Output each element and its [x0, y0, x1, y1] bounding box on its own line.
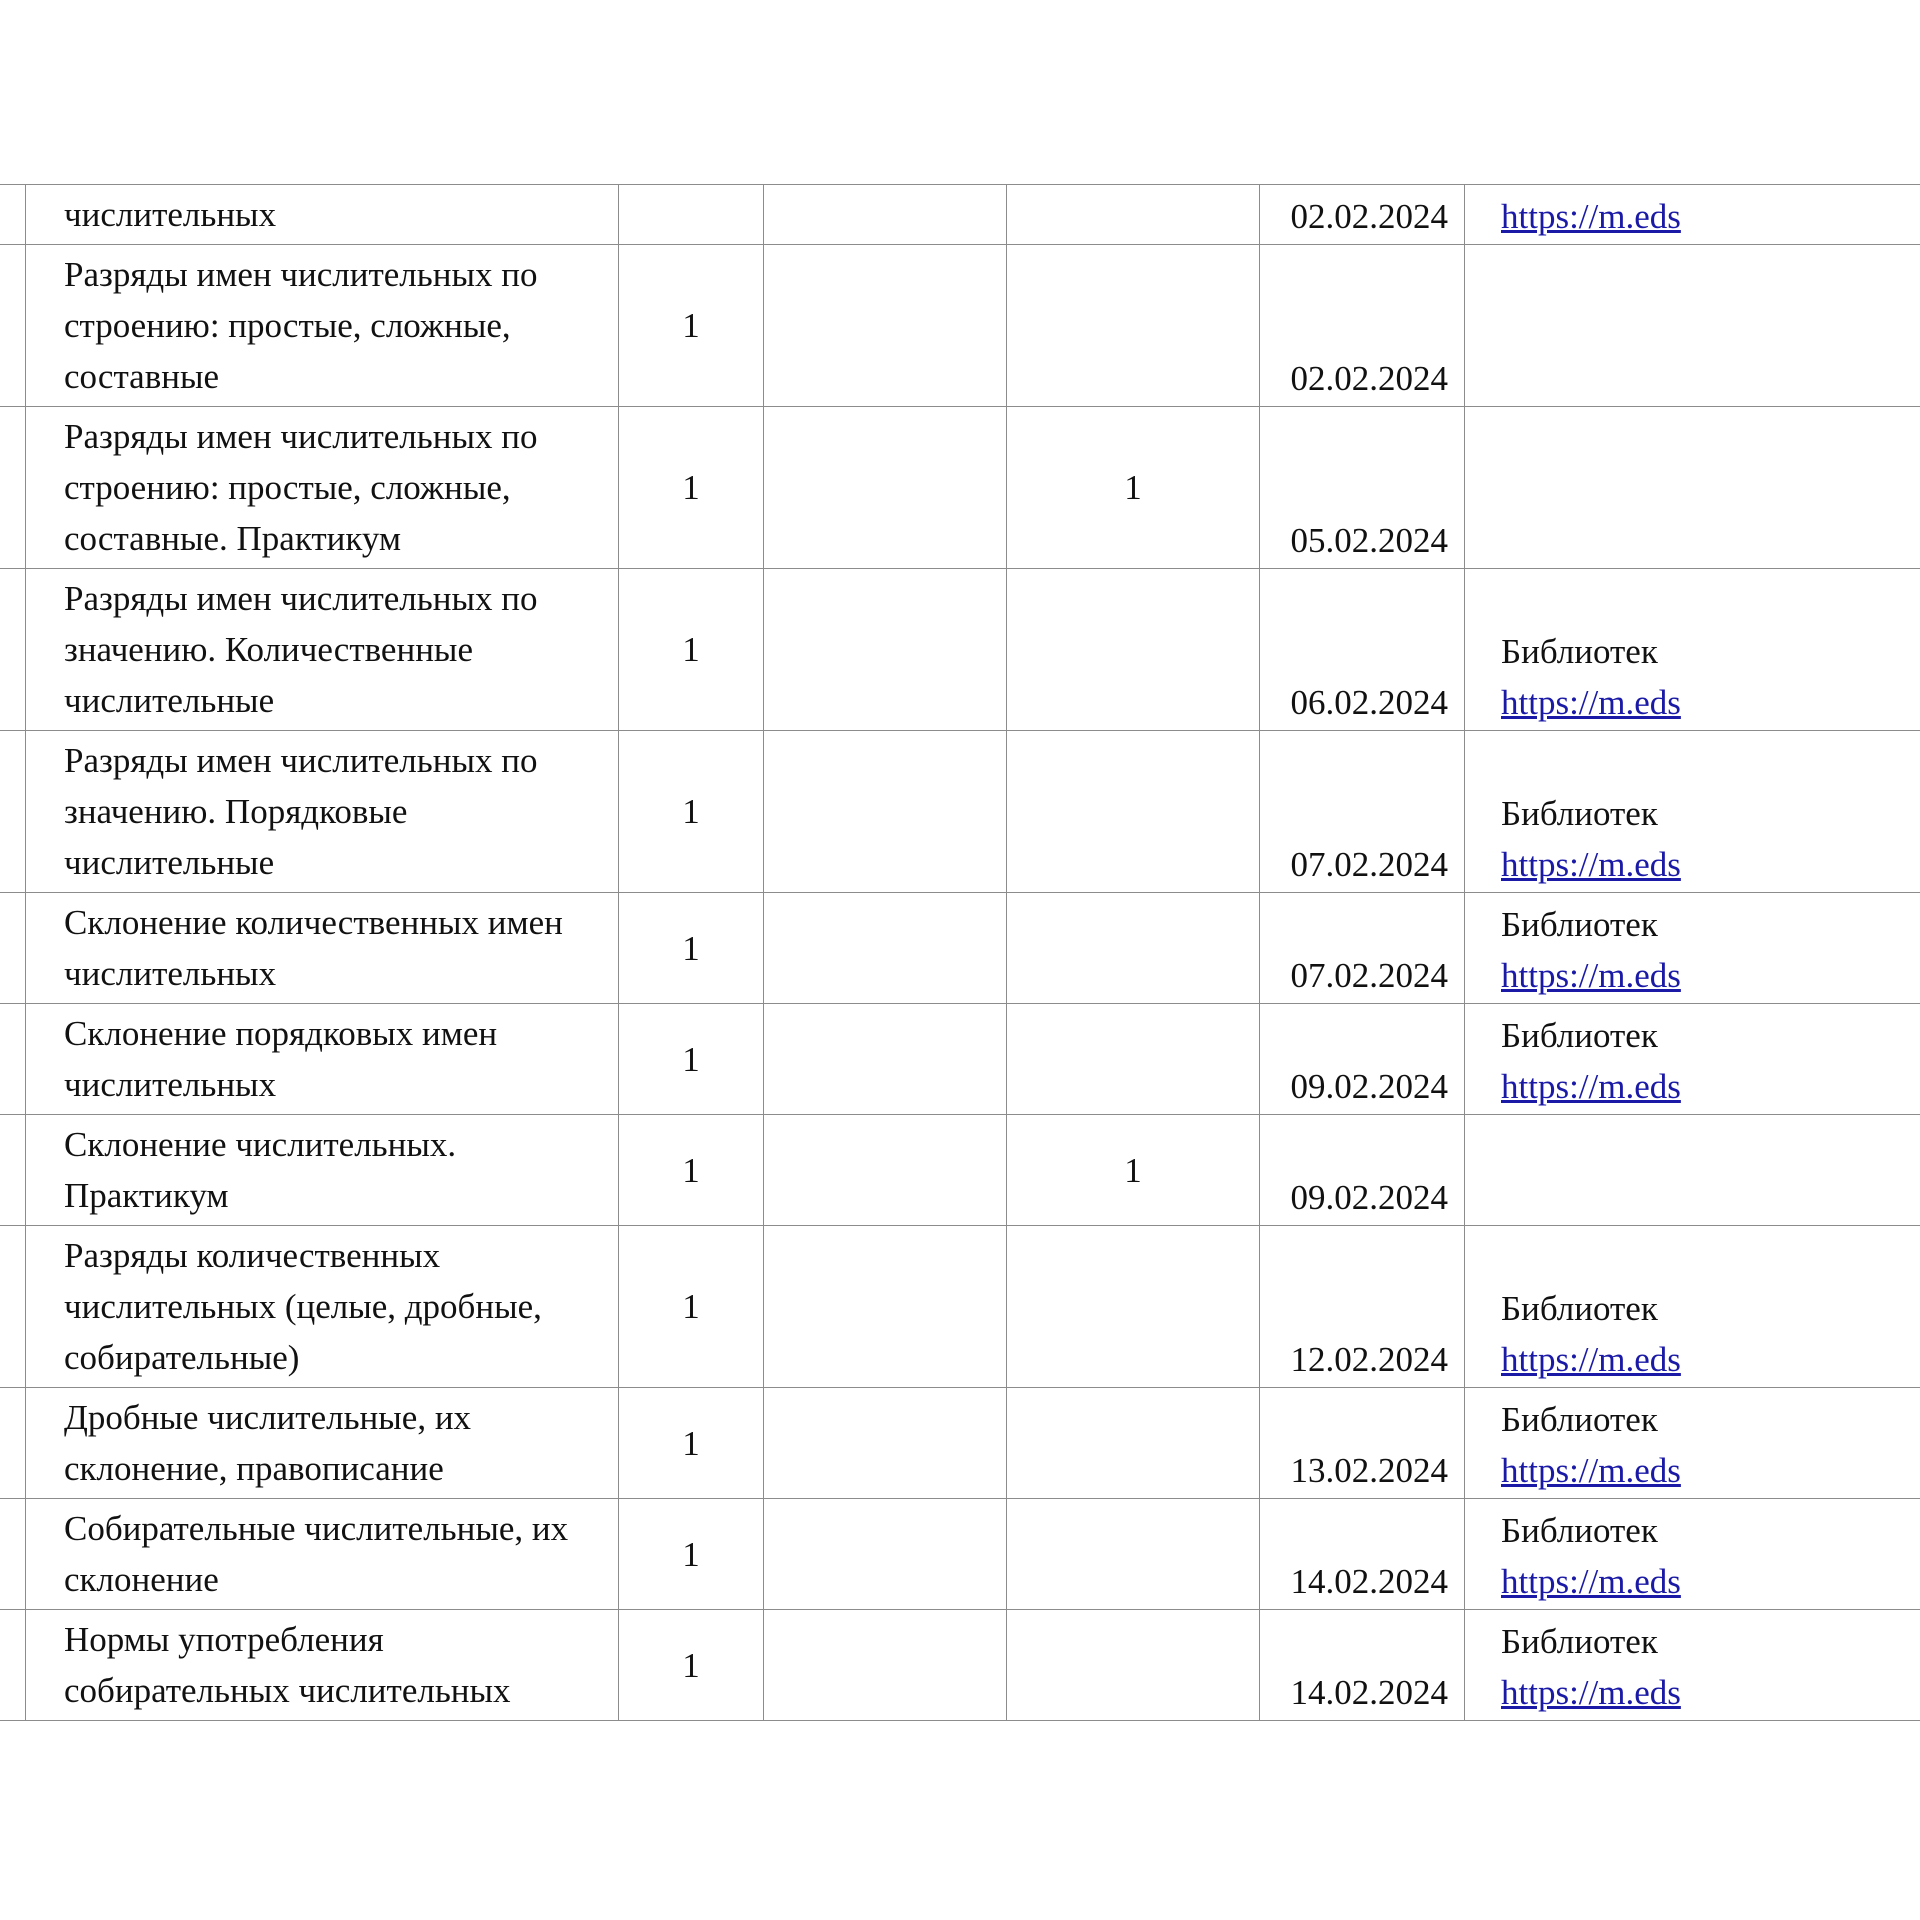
resource-title: Библиотек [1501, 794, 1658, 833]
row-number-cell [0, 1610, 26, 1721]
hours-cell: 1 [619, 245, 764, 407]
table-row [0, 1388, 1920, 1499]
hours-cell: 1 [619, 731, 764, 893]
table-row [0, 1610, 1920, 1721]
hours-cell: 1 [619, 407, 764, 569]
resource-link[interactable]: https://m.eds [1501, 1340, 1681, 1379]
row-number-cell [0, 1499, 26, 1610]
practical-works-cell [1007, 245, 1260, 407]
date-cell: 02.02.2024 [1260, 245, 1465, 407]
control-works-cell [764, 1610, 1007, 1721]
date-cell: 07.02.2024 [1260, 893, 1465, 1004]
resource-link[interactable]: https://m.eds [1501, 197, 1681, 236]
date-cell: 05.02.2024 [1260, 407, 1465, 569]
resource-cell [1465, 1115, 1920, 1226]
resource-title: Библиотек [1501, 1289, 1658, 1328]
hours-cell: 1 [619, 893, 764, 1004]
date-cell: 07.02.2024 [1260, 731, 1465, 893]
table-row [0, 893, 1920, 1004]
table-row [0, 185, 1920, 245]
topic-text: Разряды имен числительных по строению: простые, сложные, составные. Практикум [64, 417, 538, 558]
resource-title: Библиотек [1501, 1511, 1658, 1550]
hours-cell: 1 [619, 1004, 764, 1115]
hours-cell: 1 [619, 1610, 764, 1721]
row-number-cell [0, 1115, 26, 1226]
topic-cell [26, 569, 619, 731]
topic-cell [26, 1499, 619, 1610]
resource-cell [1465, 1388, 1920, 1499]
practical-works-cell [1007, 731, 1260, 893]
resource-link[interactable]: https://m.eds [1501, 956, 1681, 995]
topic-text: Собирательные числительные, их склонение [64, 1509, 569, 1599]
resource-link[interactable]: https://m.eds [1501, 1067, 1681, 1106]
topic-cell [26, 893, 619, 1004]
row-number-cell [0, 569, 26, 731]
row-number-cell [0, 1388, 26, 1499]
table-row [0, 569, 1920, 731]
topic-text: Разряды имен числительных по значению. Порядковые числительные [64, 741, 538, 882]
topic-text: Нормы употребления собирательных числительных [64, 1620, 511, 1710]
row-number-cell [0, 245, 26, 407]
resource-cell [1465, 1499, 1920, 1610]
hours-cell: 1 [619, 1388, 764, 1499]
row-number-cell [0, 1004, 26, 1115]
topic-cell [26, 1115, 619, 1226]
date-cell: 02.02.2024 [1260, 185, 1465, 245]
row-number-cell [0, 1226, 26, 1388]
date-cell: 06.02.2024 [1260, 569, 1465, 731]
table-row [0, 1499, 1920, 1610]
topic-text: Разряды имен числительных по строению: простые, сложные, составные [64, 255, 538, 396]
topic-cell [26, 1610, 619, 1721]
topic-text: Склонение порядковых имен числительных [64, 1014, 498, 1104]
control-works-cell [764, 1004, 1007, 1115]
practical-works-cell [1007, 185, 1260, 245]
table-row [0, 1115, 1920, 1226]
table-body [0, 185, 1920, 1721]
practical-works-cell [1007, 1388, 1260, 1499]
topic-cell [26, 1004, 619, 1115]
date-cell: 14.02.2024 [1260, 1610, 1465, 1721]
resource-cell [1465, 1610, 1920, 1721]
resource-link[interactable]: https://m.eds [1501, 683, 1681, 722]
practical-works-cell [1007, 569, 1260, 731]
resource-title: Библиотек [1501, 905, 1658, 944]
table-row [0, 245, 1920, 407]
resource-cell [1465, 1226, 1920, 1388]
practical-works-cell [1007, 1004, 1260, 1115]
topic-cell [26, 407, 619, 569]
practical-works-cell [1007, 1226, 1260, 1388]
resource-title: Библиотек [1501, 1016, 1658, 1055]
resource-link[interactable]: https://m.eds [1501, 1562, 1681, 1601]
date-cell: 12.02.2024 [1260, 1226, 1465, 1388]
date-cell: 09.02.2024 [1260, 1115, 1465, 1226]
control-works-cell [764, 185, 1007, 245]
row-number-cell [0, 893, 26, 1004]
resource-cell [1465, 893, 1920, 1004]
resource-title: Библиотек [1501, 1622, 1658, 1661]
resource-cell [1465, 407, 1920, 569]
hours-cell: 1 [619, 1499, 764, 1610]
resource-link[interactable]: https://m.eds [1501, 845, 1681, 884]
date-cell: 14.02.2024 [1260, 1499, 1465, 1610]
practical-works-cell [1007, 893, 1260, 1004]
resource-cell [1465, 185, 1920, 245]
topic-cell [26, 1226, 619, 1388]
resource-title: Библиотек [1501, 1400, 1658, 1439]
topic-text: Дробные числительные, их склонение, правописание [64, 1398, 472, 1488]
table-row [0, 1226, 1920, 1388]
hours-cell: 1 [619, 1226, 764, 1388]
lesson-plan-table [0, 184, 1920, 1721]
resource-cell [1465, 1004, 1920, 1115]
control-works-cell [764, 893, 1007, 1004]
topic-text: числительных [64, 195, 277, 234]
topic-text: Разряды имен числительных по значению. Количественные числительные [64, 579, 538, 720]
control-works-cell [764, 1388, 1007, 1499]
practical-works-cell [1007, 1499, 1260, 1610]
control-works-cell [764, 1226, 1007, 1388]
topic-text: Разряды количественных числительных (целые, дробные, собирательные) [64, 1236, 542, 1377]
control-works-cell [764, 569, 1007, 731]
control-works-cell [764, 407, 1007, 569]
table-row [0, 1004, 1920, 1115]
resource-cell [1465, 245, 1920, 407]
table-row [0, 731, 1920, 893]
resource-title: Библиотек [1501, 632, 1658, 671]
date-cell: 13.02.2024 [1260, 1388, 1465, 1499]
hours-cell: 1 [619, 569, 764, 731]
hours-cell [619, 185, 764, 245]
row-number-cell [0, 185, 26, 245]
control-works-cell [764, 245, 1007, 407]
topic-text: Склонение количественных имен числительных [64, 903, 563, 993]
table-row [0, 407, 1920, 569]
topic-cell [26, 731, 619, 893]
control-works-cell [764, 1115, 1007, 1226]
resource-cell [1465, 731, 1920, 893]
resource-cell [1465, 569, 1920, 731]
topic-text: Склонение числительных. Практикум [64, 1125, 457, 1215]
practical-works-cell: 1 [1007, 407, 1260, 569]
resource-link[interactable]: https://m.eds [1501, 1451, 1681, 1490]
topic-cell [26, 245, 619, 407]
row-number-cell [0, 731, 26, 893]
topic-cell [26, 1388, 619, 1499]
topic-cell [26, 185, 619, 245]
control-works-cell [764, 731, 1007, 893]
control-works-cell [764, 1499, 1007, 1610]
practical-works-cell: 1 [1007, 1115, 1260, 1226]
hours-cell: 1 [619, 1115, 764, 1226]
resource-link[interactable]: https://m.eds [1501, 1673, 1681, 1712]
date-cell: 09.02.2024 [1260, 1004, 1465, 1115]
row-number-cell [0, 407, 26, 569]
practical-works-cell [1007, 1610, 1260, 1721]
